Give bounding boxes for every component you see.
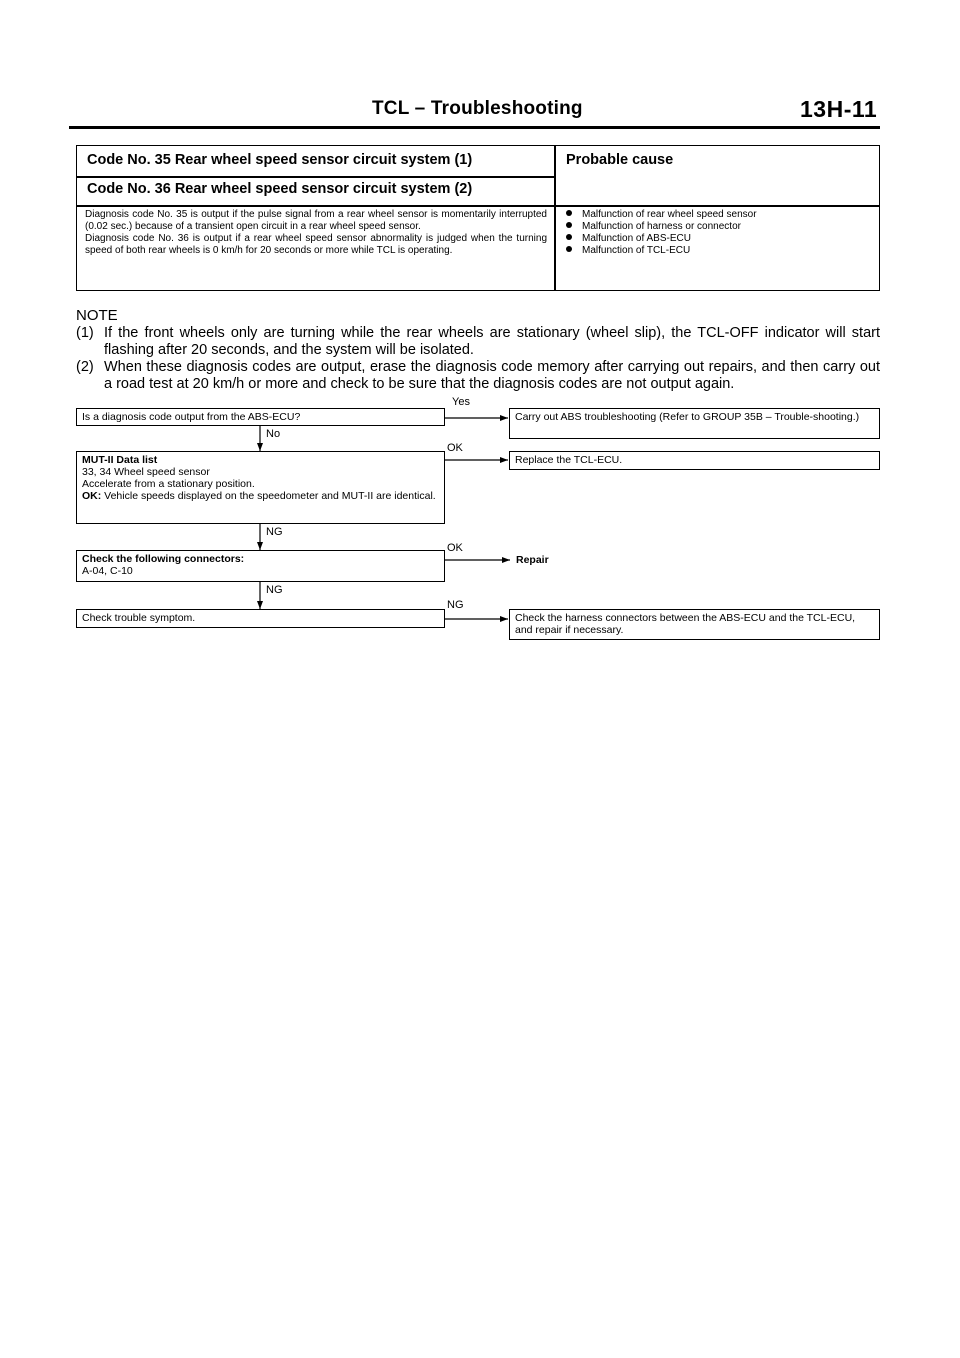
- note-text: If the front wheels only are turning while the rear wheels are stationary (wheel slip), the TCL-OFF indicator will start flashing after 20 seconds, and the system will be isolated.: [104, 325, 880, 358]
- ok-label: OK: [447, 442, 463, 454]
- flow-step-abs-code-check: Is a diagnosis code output from the ABS-ECU?: [76, 408, 445, 426]
- note-text: When these diagnosis codes are output, erase the diagnosis code memory after carrying out repairs, and then carry out a road test at 20 km/h or more and check to be sure that the diagnosis codes are not output again.: [104, 359, 880, 392]
- code-35-description: Diagnosis code No. 35 is output if the pulse signal from a rear wheel sensor is momentarily interrupted (0.02 sec.) because of a transient open circuit in a rear wheel speed sensor.: [85, 209, 547, 232]
- ng-label: NG: [266, 526, 283, 538]
- ng-label: NG: [266, 584, 283, 596]
- flow-result-replace-tcl-ecu: Replace the TCL-ECU.: [509, 451, 880, 470]
- ng-label: NG: [447, 599, 464, 611]
- note-number: (1): [76, 325, 94, 341]
- note-heading: NOTE: [76, 307, 118, 324]
- flow-result-abs-troubleshooting: Carry out ABS troubleshooting (Refer to GROUP 35B – Trouble-shooting.): [509, 408, 880, 439]
- flow-result-repair: Repair: [516, 554, 549, 566]
- no-label: No: [266, 428, 281, 440]
- code-36-title: Code No. 36 Rear wheel speed sensor circuit system (2): [87, 181, 473, 197]
- mut-data-list-title: MUT-II Data list: [82, 454, 158, 466]
- mut-data-list-condition: Accelerate from a stationary position.: [82, 478, 255, 490]
- flow-step-check-connectors: [76, 550, 445, 582]
- flow-result-check-harness-connectors: Check the harness connectors between the ABS-ECU and the TCL-ECU, and repair if necessary.: [509, 609, 880, 640]
- probable-cause-title: Probable cause: [566, 152, 674, 168]
- ok-label: OK: [447, 542, 463, 554]
- mut-data-list-item: 33, 34 Wheel speed sensor: [82, 466, 210, 478]
- page-header-title: TCL – Troubleshooting: [372, 98, 583, 119]
- code-36-description: Diagnosis code No. 36 is output if a rear wheel speed sensor abnormality is judged when the turning speed of both rear wheels is 0 km/h for 20 seconds or more while TCL is operating.: [85, 233, 547, 256]
- flow-step-check-trouble-symptom: Check trouble symptom.: [76, 609, 445, 628]
- check-connectors-title: Check the following connectors:: [82, 553, 245, 565]
- note-number: (2): [76, 359, 94, 375]
- list-item: Malfunction of harness or connector: [566, 221, 757, 233]
- yes-label: Yes: [452, 396, 470, 408]
- flow-step-mut-data-list: [76, 451, 445, 524]
- list-item: Malfunction of rear wheel speed sensor: [566, 209, 757, 221]
- list-item: Malfunction of TCL-ECU: [566, 245, 757, 257]
- page-number: 13H-11: [800, 96, 878, 122]
- connector-list: A-04, C-10: [82, 565, 133, 577]
- code-35-title: Code No. 35 Rear wheel speed sensor circuit system (1): [87, 152, 473, 168]
- mut-data-list-ok-criteria: OK: Vehicle speeds displayed on the speedometer and MUT-II are identical.: [82, 490, 436, 502]
- list-item: Malfunction of ABS-ECU: [566, 233, 757, 245]
